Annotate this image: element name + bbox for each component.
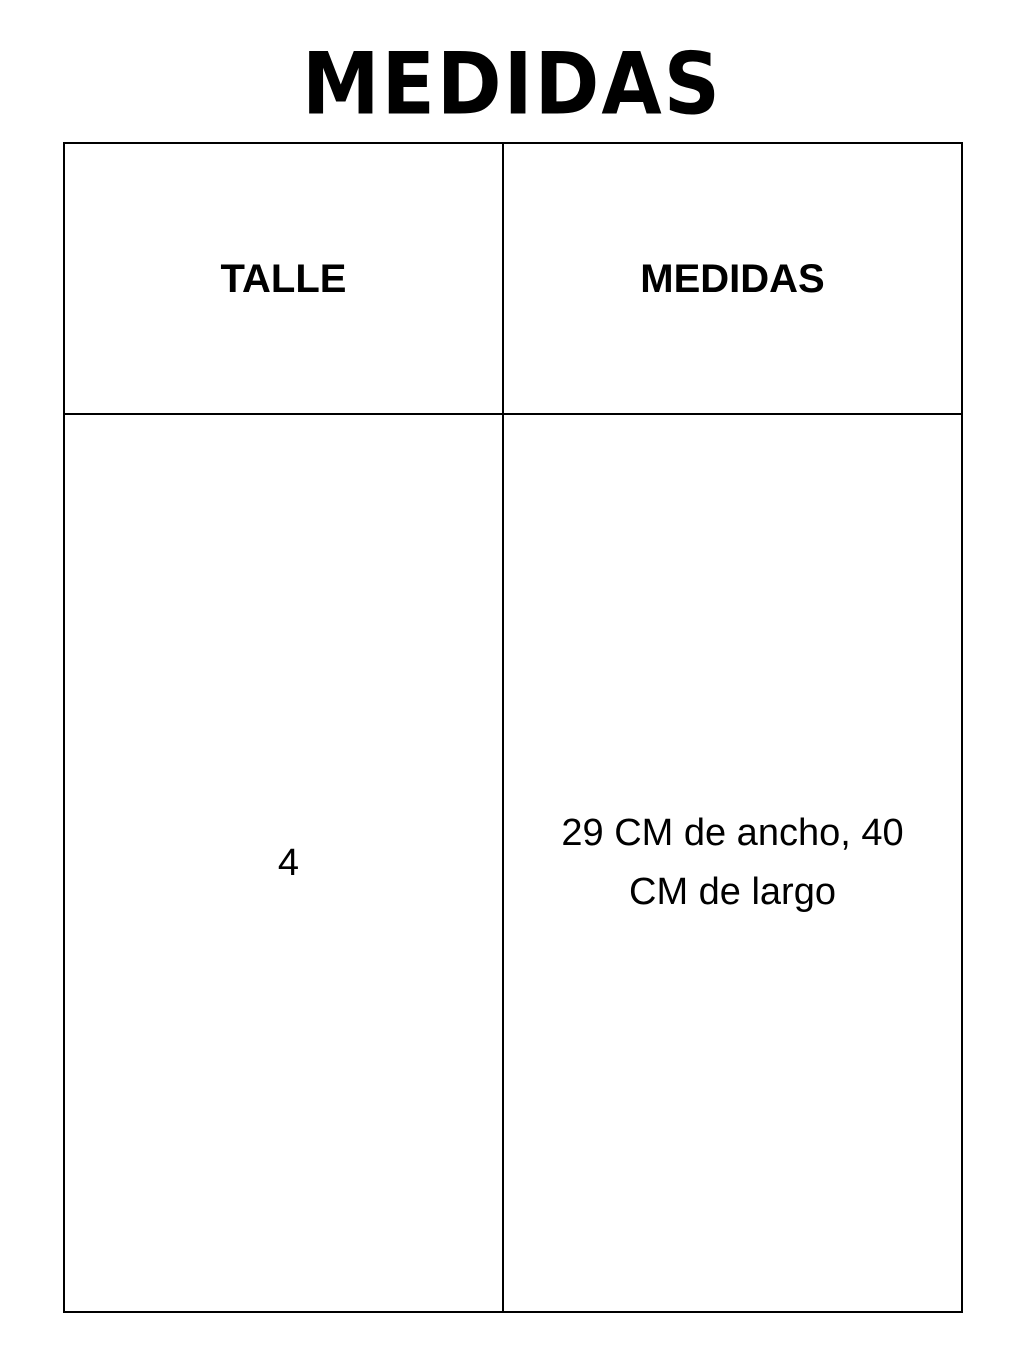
cell-medidas	[503, 414, 962, 1312]
size-chart-table	[63, 142, 963, 1313]
header-medidas: MEDIDAS	[503, 143, 962, 414]
table-row	[64, 414, 962, 1312]
medidas-value: 29 CM de ancho, 40 CM de largo	[561, 812, 904, 913]
page-title: MEDIDAS	[302, 35, 722, 135]
header-talle: TALLE	[64, 143, 503, 414]
talle-value: 4	[277, 841, 300, 884]
cell-talle	[64, 414, 503, 1312]
table-header-row	[64, 143, 962, 414]
